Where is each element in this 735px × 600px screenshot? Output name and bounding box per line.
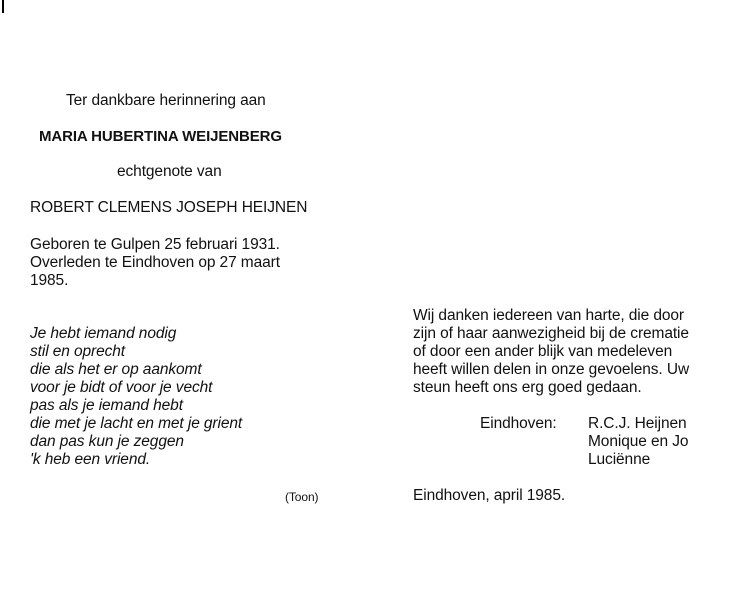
signatory: Luciënne: [588, 451, 651, 468]
poem-line: Je hebt iemand nodig: [30, 325, 177, 342]
signatory: Monique en Jo: [588, 433, 689, 450]
relation-text: echtgenote van: [117, 163, 222, 180]
thanks-line: heeft willen delen in onze gevoelens. Uw: [413, 361, 690, 378]
signatory: R.C.J. Heijnen: [588, 415, 687, 432]
thanks-line: Wij danken iedereen van harte, die door: [413, 307, 684, 324]
signature-place: Eindhoven:: [480, 415, 557, 432]
poem: [30, 325, 242, 469]
life-dates: [30, 236, 280, 290]
birth-line: Geboren te Gulpen 25 februari 1931.: [30, 236, 280, 253]
poem-line: dan pas kun je zeggen: [30, 433, 184, 450]
poem-line: 'k heb een vriend.: [30, 451, 151, 468]
poem-line: voor je bidt of voor je vecht: [30, 379, 213, 396]
signatories: [588, 415, 688, 469]
poem-line: die met je lacht en met je grient: [30, 415, 243, 432]
spouse-name: ROBERT CLEMENS JOSEPH HEIJNEN: [30, 199, 308, 216]
poem-author: (Toon): [285, 490, 319, 504]
intro-text: Ter dankbare herinnering aan: [66, 92, 266, 109]
poem-line: die als het er op aankomt: [30, 361, 202, 378]
poem-line: pas als je iemand hebt: [30, 397, 183, 414]
edge-mark: [2, 0, 4, 13]
thanks-line: of door een ander blijk van medeleven: [413, 343, 673, 360]
poem-line: stil en oprecht: [30, 343, 125, 360]
date-line: Eindhoven, april 1985.: [413, 487, 566, 504]
deceased-name: MARIA HUBERTINA WEIJENBERG: [39, 128, 282, 145]
thanks-line: zijn of haar aanwezigheid bij de crematie: [413, 325, 689, 342]
thanks-paragraph: [413, 307, 689, 397]
thanks-line: steun heeft ons erg goed gedaan.: [413, 379, 642, 396]
death-line: Overleden te Eindhoven op 27 maart: [30, 254, 280, 271]
death-year-line: 1985.: [30, 272, 69, 289]
